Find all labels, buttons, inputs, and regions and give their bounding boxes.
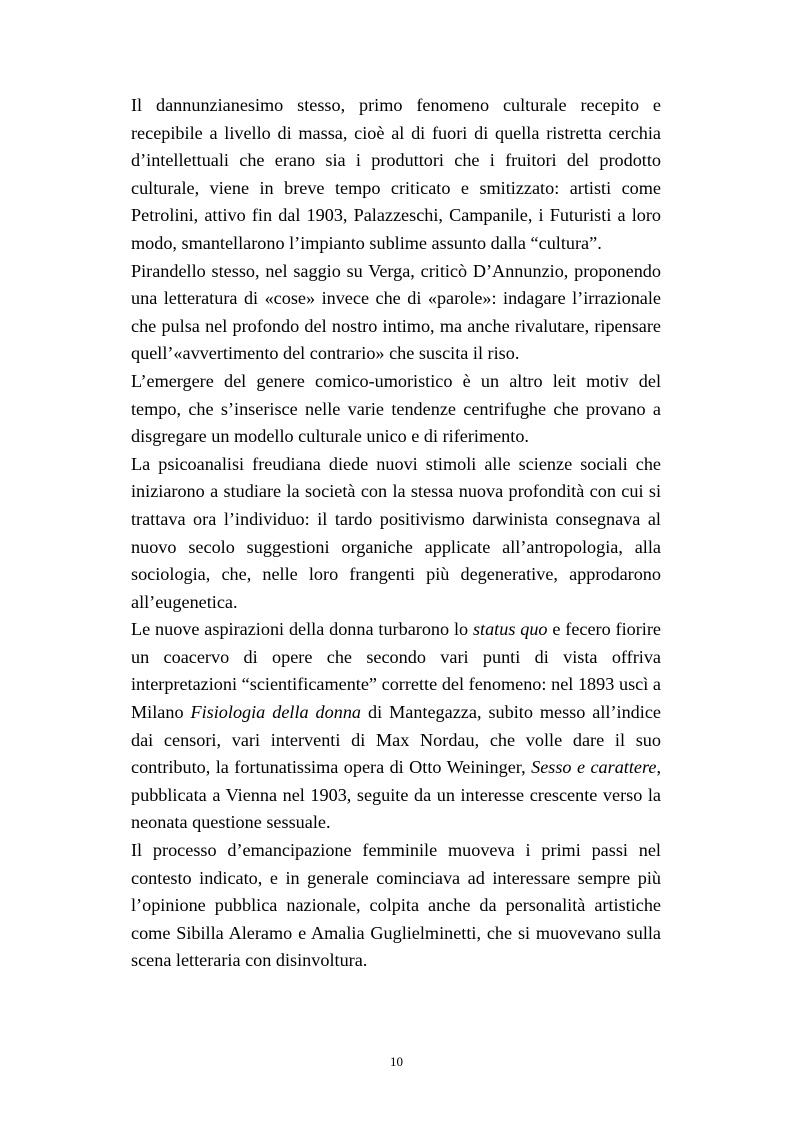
paragraph-text: e fecero fiorire un coacervo di opere che secondo vari punti di vista offriva interpretazioni “scientificamente” corrette del fenomeno: nel 1893 uscì a Milano	[131, 619, 661, 723]
paragraph-text: Le nuove aspirazioni della donna turbarono lo	[131, 619, 473, 640]
paragraph-text: La psicoanalisi freudiana diede nuovi stimoli alle scienze sociali che iniziarono a studiare la società con la stessa nuova profondità con cui si trattava ora l’individuo: il tardo positivismo darwinista consegnava al nuovo secolo suggestioni organiche applicate all’antropologia, alla sociologia, che, nelle loro frangenti più degenerative, approdarono all’eugenetica.	[131, 453, 661, 612]
paragraph-pirandello	[131, 258, 661, 368]
italic-title: Sesso e carattere	[531, 757, 657, 778]
paragraph-text: , pubblicata a Vienna nel 1903, seguite da un interesse crescente verso la neonata questione sessuale.	[131, 757, 661, 833]
paragraph-text: di Mantegazza, subito messo all’indice dai censori, vari interventi di Max Nordau, che volle dare il suo contributo, la fortunatissima opera di Otto Weininger,	[131, 702, 661, 778]
paragraph-text: Pirandello stesso, nel saggio su Verga, criticò D’Annunzio, proponendo una letteratura di «cose» invece che di «parole»: indagare l’irrazionale che pulsa nel profondo del nostro intimo, ma anche rivalutare, ripensare quell’«avvertimento del contrario» che suscita il riso.	[131, 260, 661, 364]
italic-text: status quo	[472, 619, 548, 640]
italic-title: Fisiologia della donna	[190, 702, 362, 723]
paragraph-aspirazioni-donna	[131, 616, 661, 837]
paragraph-emancipazione	[131, 837, 661, 975]
paragraph-psicoanalisi	[131, 451, 661, 617]
paragraph-text: Il dannunzianesimo stesso, primo fenomeno culturale recepito e recepibile a livello di massa, cioè al di fuori di quella ristretta cerchia d’intellettuali che erano sia i produttori che i fruitori del prodotto culturale, viene in breve tempo criticato e smitizzato: artisti come Petrolini, attivo fin dal 1903, Palazzeschi, Campanile, i Futuristi a loro modo, smantellarono l’impianto sublime assunto dalla “cultura”.	[131, 95, 661, 253]
body-text	[131, 92, 661, 975]
paragraph-comico-umoristico	[131, 368, 661, 451]
paragraph-text: L’emergere del genere comico-umoristico è un altro leit motiv del tempo, che s’inserisce nelle varie tendenze centrifughe che provano a disgregare un modello culturale unico e di riferimento.	[131, 370, 661, 447]
page-number: 10	[390, 1054, 403, 1069]
paragraph-dannunzianesimo	[131, 92, 661, 258]
paragraph-text: Il processo d’emancipazione femminile muoveva i primi passi nel contesto indicato, e in generale cominciava ad interessare sempre più l’opinione pubblica nazionale, colpita anche da personalità artistiche come Sibilla Aleramo e Amalia Guglielminetti, che si muovevano sulla scena letteraria con disinvoltura.	[131, 840, 661, 971]
